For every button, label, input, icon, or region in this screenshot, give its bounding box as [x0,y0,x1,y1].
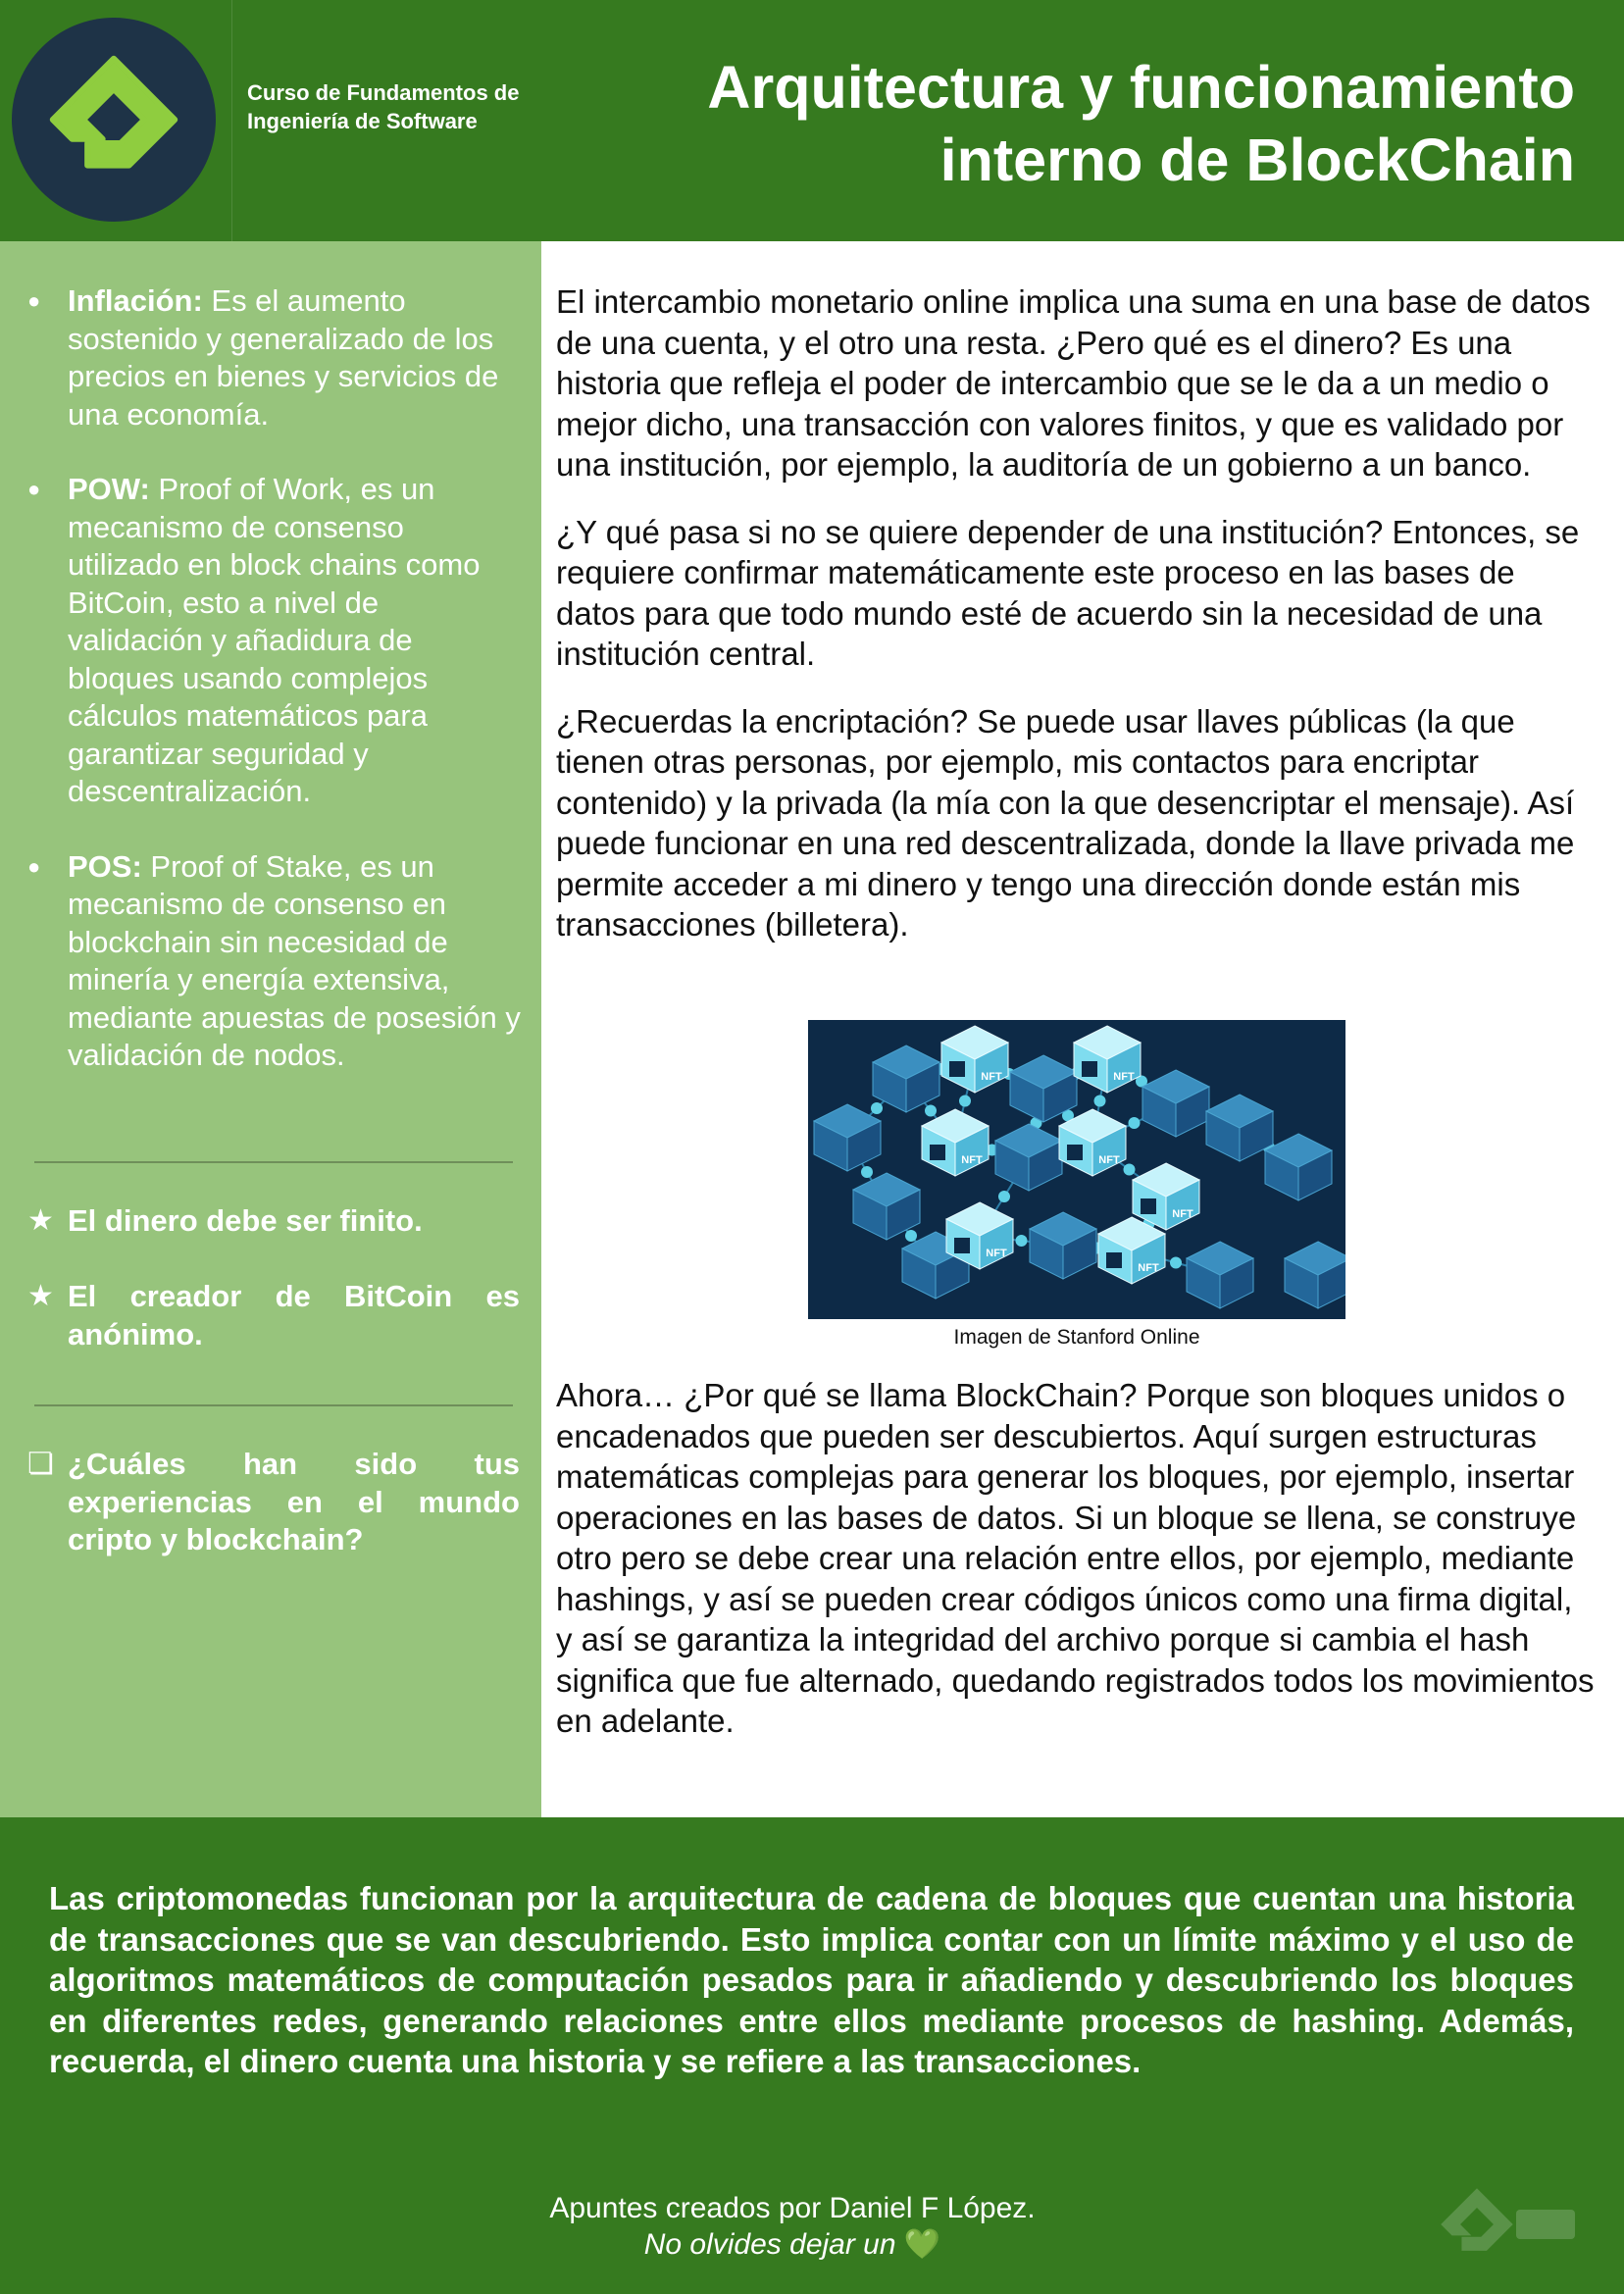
watermark-logo-icon [1438,2170,1585,2278]
chain-node [871,1102,883,1114]
nft-cube [1074,1026,1141,1093]
summary: Las criptomonedas funcionan por la arquitectura de cadena de bloques que cuentan una historia de transacciones que se van descubriendo. Esto implica contar con un límite máximo y el uso de algoritmos matemáticos de computación pesados para ir añadiendo y descubriendo los bloques en diferentes redes, generando relaciones entre ellos mediante procesos de hashing. Además, recuerda, el dinero cuenta una historia y se refiere a las transacciones. [49,1880,1574,2079]
nft-label: NFT [986,1248,1007,1259]
block-cube [1030,1212,1096,1279]
nft-label: NFT [1113,1071,1135,1083]
divider [34,1404,513,1406]
chain-node [998,1191,1010,1202]
block-cube [1285,1242,1345,1308]
chain-node [1124,1164,1136,1176]
author-credit: Apuntes creados por Daniel F López. [549,2192,1036,2224]
main-content [556,281,1596,945]
sidebar [0,241,541,1817]
block-cube [1206,1095,1273,1161]
question-text: ¿Cuáles han sido tus experiencias en el mundo cripto y blockchain? [68,1447,520,1556]
footer [0,1817,1624,2294]
bullet-dot-icon: ● [27,853,41,879]
title-line-1: Arquitectura y funcionamiento [707,54,1575,121]
definition-term: Inflación: [68,283,203,318]
nft-badge-icon [930,1145,945,1160]
main-content-continued [556,1375,1596,1742]
chain-node [905,1230,917,1242]
nft-label: NFT [1172,1208,1193,1220]
paragraph-3: ¿Recuerdas la encriptación? Se puede usar llaves públicas (la que tienen otras personas, por ejemplo, mis contactos para encriptar contenido) y la privada (la mía con la que desencriptar el mensaje). Así puede funcionar en una red descentralizada, donde la llave privada me permite acceder a mi dinero y tengo una dirección donde están mis transacciones (billetera). [556,702,1575,943]
star-icon: ★ [27,1204,54,1237]
logo-icon [12,18,216,222]
block-cube [1142,1070,1209,1137]
key-point [0,1202,520,1241]
chain-node [959,1096,971,1107]
definition-pos [0,848,541,1075]
nft-label: NFT [981,1071,1002,1083]
nft-badge-icon [954,1238,970,1253]
nft-cube [1133,1163,1199,1230]
paragraph-1: El intercambio monetario online implica una suma en una base de datos de una cuenta, y el otro una resta. ¿Pero qué es el dinero? Es una historia que refleja el poder de intercambio que se le da a un medio o mejor dicho, una transacción con valores finitos, y que es validado por una institución, por ejemplo, la auditoría de un gobierno a un banco. [556,283,1591,483]
definition-text: Proof of Stake, es un mecanismo de consenso en blockchain sin necesidad de minería y energía extensiva, mediante apuestas de posesión y validación de nodos. [68,848,521,1072]
block-cube [853,1173,920,1240]
header [0,0,1624,241]
key-point-text: El creador de BitCoin es anónimo. [68,1279,520,1351]
block-cube [995,1124,1062,1191]
nft-badge-icon [1106,1252,1122,1268]
definition-term: POS: [68,848,142,884]
nft-cube [1098,1217,1165,1284]
nft-cube [941,1026,1008,1093]
nft-badge-icon [1067,1145,1083,1160]
chain-node [925,1105,937,1117]
nft-label: NFT [1098,1154,1120,1166]
chain-node [1170,1257,1182,1269]
block-cube [1187,1242,1253,1308]
credits [0,2190,1585,2263]
nft-badge-icon [1141,1198,1156,1214]
bullet-dot-icon: ● [27,288,41,313]
nft-badge-icon [949,1061,965,1077]
definition-pow [0,471,541,811]
divider [34,1161,513,1163]
nft-cubes-illustration [808,1020,1345,1319]
key-point [0,1278,520,1353]
nft-badge-icon [1082,1061,1097,1077]
key-point-text: El dinero debe ser finito. [68,1203,423,1238]
definition-text: Es el aumento sostenido y generalizado de los precios en bienes y servicios de una economía. [68,283,499,432]
definitions-list [0,282,541,1112]
chain-node [1129,1117,1141,1129]
chain-node [861,1166,873,1178]
title-line-2: interno de BlockChain [939,127,1575,193]
like-note-text: No olvides dejar un [643,2228,896,2261]
platzi-logo [12,18,216,222]
checkbox-icon: ❏ [27,1448,54,1480]
heart-icon: 💚 [903,2228,941,2261]
star-icon: ★ [27,1280,54,1312]
like-note [0,2226,1585,2263]
image-caption: Imagen de Stanford Online [953,1326,1200,1349]
bullet-dot-icon: ● [27,477,41,501]
blockchain-image [808,1020,1345,1319]
definition-inflacion [0,282,541,433]
header-divider [231,0,232,241]
chain-node [1016,1235,1028,1247]
reflection-question [0,1446,520,1559]
block-cube [1265,1134,1332,1200]
nft-label: NFT [961,1154,983,1166]
definition-text: Proof of Work, es un mecanismo de consenso utilizado en block chains como BitCoin, esto a nivel de validación y añadidura de bloques usando complejos cálculos matemáticos para garantizar seguridad y descentralización. [68,472,481,808]
nft-cube [922,1109,989,1176]
course-name: Curso de Fundamentos de Ingeniería de Software [247,80,520,133]
paragraph-4: Ahora… ¿Por qué se llama BlockChain? Porque son bloques unidos o encadenados que pueden ser descubiertos. Aquí surgen estructuras matemáticas complejas para generar los bloques, por ejemplo, insertar operaciones en las bases de datos. Si un bloque se llena, se construye otro pero se debe crear una relación entre ellos, por ejemplo, mediante hashings, y así se pueden crear códigos únicos como una firma digital, y así se garantiza la integridad del archivo porque si cambia el hash significa que fue alternado, quedando registrados todos los movimientos en adelante. [556,1377,1595,1739]
nft-label: NFT [1138,1262,1159,1274]
definition-term: POW: [68,472,150,506]
chain-node [1094,1096,1106,1107]
page-title [594,51,1575,196]
paragraph-2: ¿Y qué pasa si no se quiere depender de una institución? Entonces, se requiere confirmar matemáticamente este proceso en las bases de datos para que todo mundo esté de acuerdo sin la necesidad de una institución central. [556,513,1580,672]
